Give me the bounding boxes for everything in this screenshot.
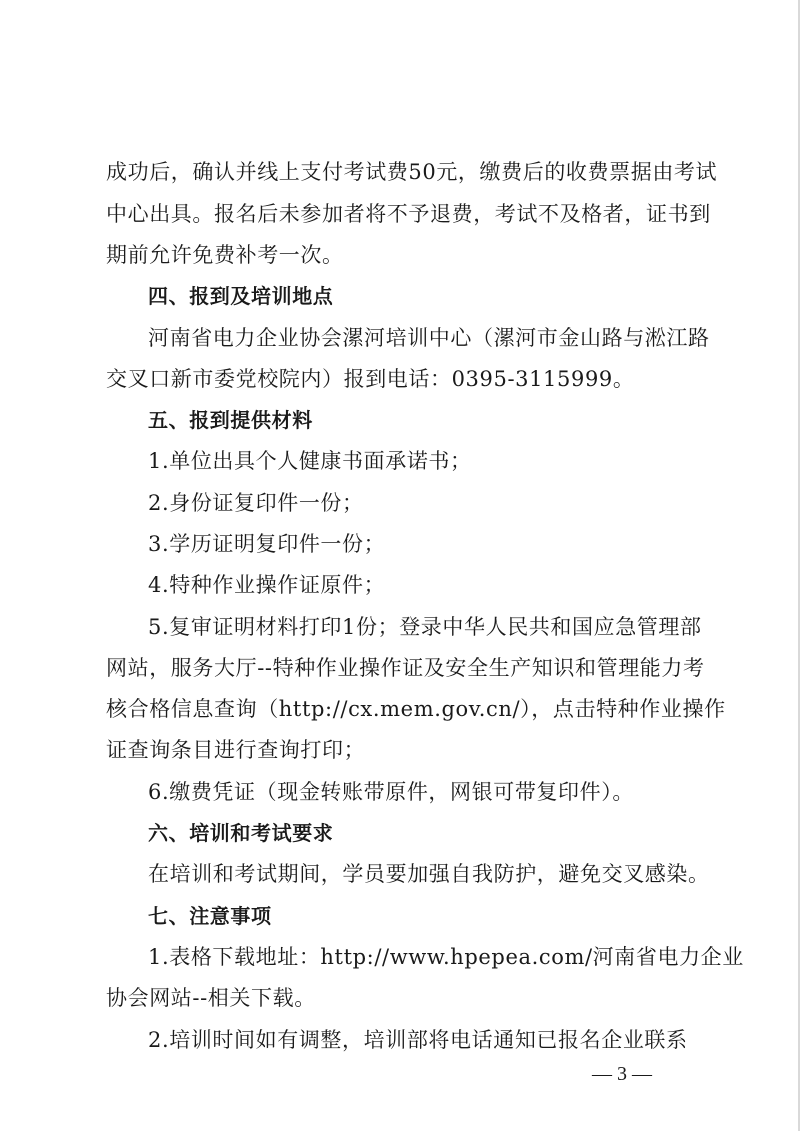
paragraph-line: 交叉口新市委党校院内）报到电话：0395-3115999。 — [106, 367, 635, 391]
paragraph-line: 核合格信息查询（http://cx.mem.gov.cn/），点击特种作业操作 — [106, 697, 726, 721]
paragraph-line: 证查询条目进行查询打印； — [106, 738, 366, 762]
page-number: — 3 — — [592, 1063, 652, 1085]
section-heading-materials: 五、报到提供材料 — [148, 408, 313, 432]
section-heading-reporting-location: 四、报到及培训地点 — [148, 284, 334, 308]
list-item: 6.缴费凭证（现金转账带原件，网银可带复印件）。 — [148, 780, 634, 804]
paragraph-line: 中心出具。报名后未参加者将不予退费，考试不及格者，证书到 — [106, 202, 711, 226]
list-item: 4.特种作业操作证原件； — [148, 573, 386, 597]
paragraph-line: 成功后，确认并线上支付考试费50元，缴费后的收费票据由考试 — [106, 160, 718, 184]
paragraph-line: 协会网站--相关下载。 — [106, 986, 316, 1010]
list-item: 2.身份证复印件一份； — [148, 491, 364, 515]
list-item: 3.学历证明复印件一份； — [148, 532, 386, 556]
list-item: 1.单位出具个人健康书面承诺书； — [148, 449, 472, 473]
list-item: 5.复审证明材料打印1份；登录中华人民共和国应急管理部 — [148, 615, 702, 639]
list-item: 2.培训时间如有调整，培训部将电话通知已报名企业联系 — [148, 1028, 688, 1052]
paragraph-line: 网站，服务大厅--特种作业操作证及安全生产知识和管理能力考 — [106, 656, 705, 680]
section-heading-notes: 七、注意事项 — [148, 904, 272, 928]
paragraph-line: 河南省电力企业协会漯河培训中心（漯河市金山路与淞江路 — [148, 326, 710, 350]
paragraph-line: 在培训和考试期间，学员要加强自我防护，避免交叉感染。 — [148, 862, 710, 886]
section-heading-requirements: 六、培训和考试要求 — [148, 821, 334, 845]
list-item: 1.表格下载地址：http://www.hpepea.com/河南省电力企业 — [148, 945, 744, 969]
paragraph-line: 期前允许免费补考一次。 — [106, 243, 344, 267]
